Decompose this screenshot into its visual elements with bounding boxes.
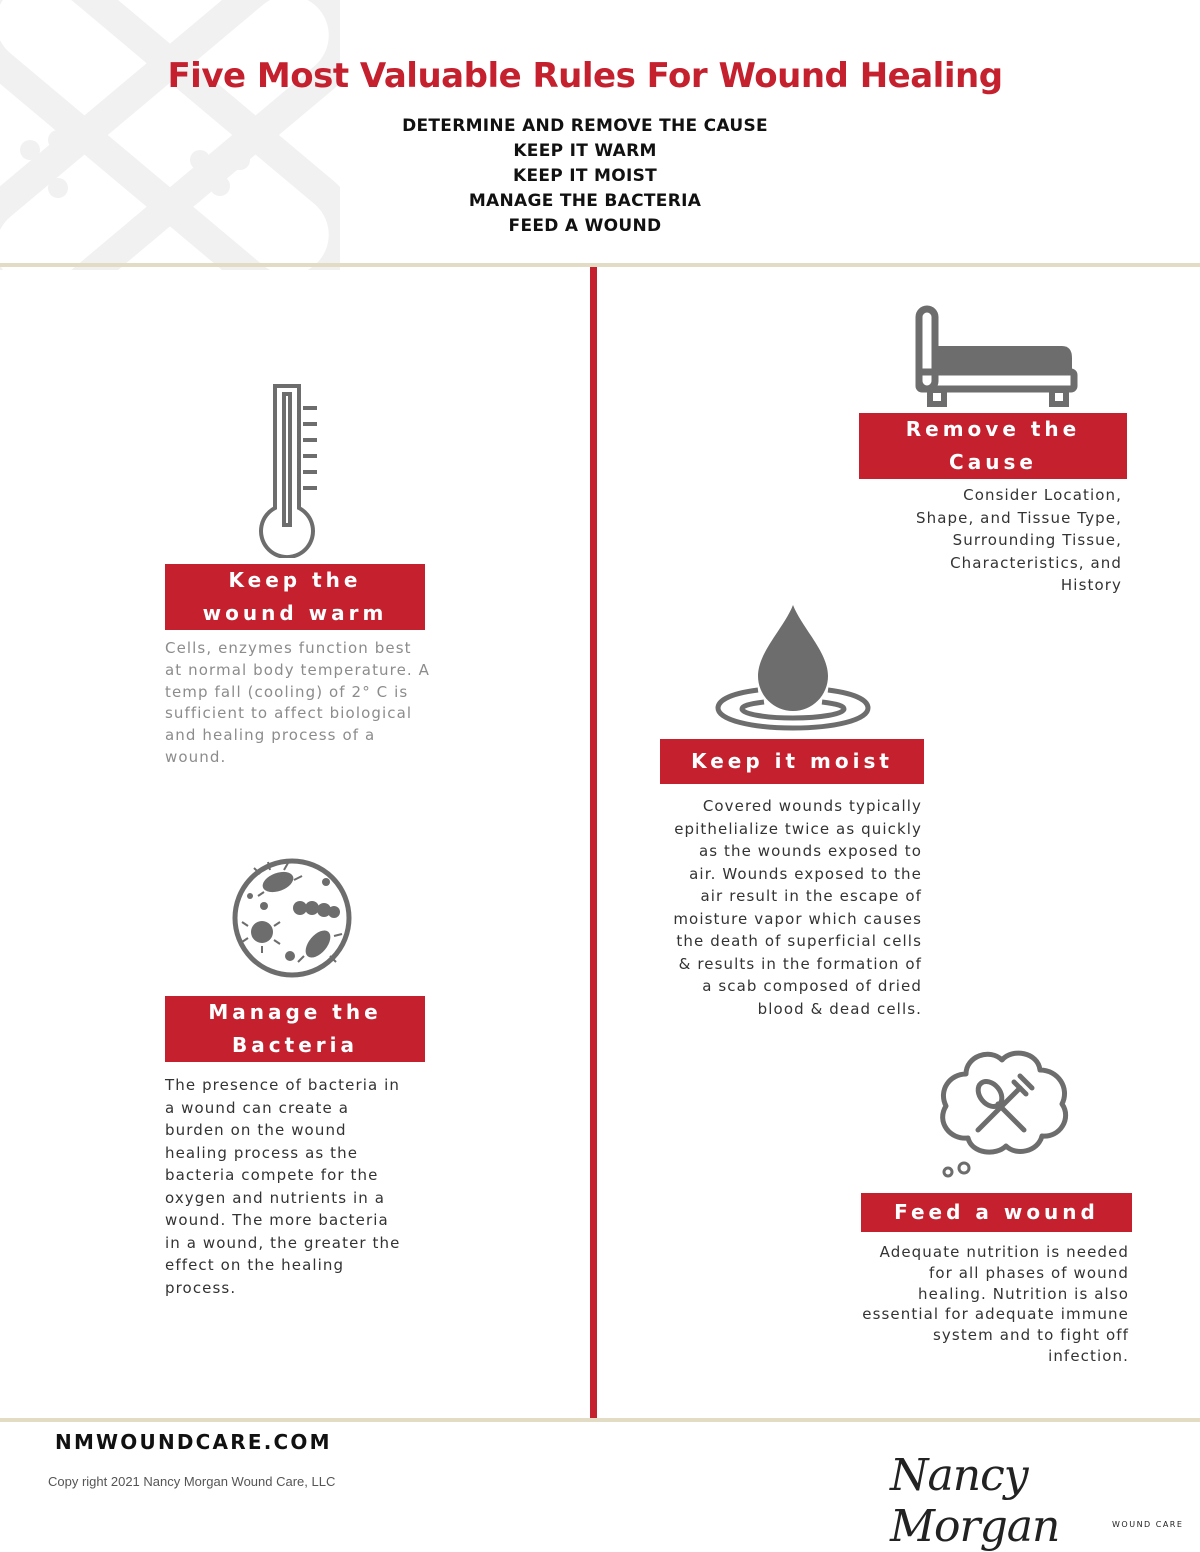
desc-line: temp fall (cooling) of 2° C is: [165, 682, 409, 701]
manage-bacteria-title-line: Bacteria: [232, 1033, 358, 1057]
keep-warm-title-line: Keep the: [228, 568, 362, 592]
food-thought-icon: [936, 1046, 1072, 1180]
desc-line: air. Wounds exposed to the: [689, 864, 922, 883]
desc-line: blood & dead cells.: [757, 999, 922, 1018]
rules-list: [0, 114, 1170, 239]
feed-wound-banner: [861, 1193, 1132, 1232]
manage-bacteria-title-line: Manage the: [208, 1000, 382, 1024]
desc-line: essential for adequate immune: [862, 1305, 1129, 1324]
desc-line: burden on the wound: [165, 1121, 347, 1139]
desc-line: the death of superficial cells: [676, 932, 922, 950]
desc-line: sufficient to affect biological: [165, 704, 413, 723]
desc-line: as the wounds exposed to: [698, 842, 922, 860]
desc-line: wound.: [165, 747, 227, 766]
keep-warm-banner: [165, 564, 425, 630]
desc-line: bacteria compete for the: [165, 1166, 379, 1184]
desc-line: Surrounding Tissue,: [952, 531, 1122, 549]
desc-line: healing process as the: [165, 1143, 359, 1162]
rule-item: MANAGE THE BACTERIA: [468, 191, 702, 211]
desc-line: infection.: [1048, 1346, 1129, 1365]
desc-line: Shape, and Tissue Type,: [915, 508, 1122, 527]
thermometer-icon: [255, 380, 325, 558]
manage-bacteria-banner: [165, 996, 425, 1062]
desc-line: Characteristics, and: [950, 553, 1122, 572]
top-divider: [0, 263, 1200, 267]
copyright-text: Copy right 2021 Nancy Morgan Wound Care, LLC: [48, 1474, 336, 1489]
rule-item: KEEP IT MOIST: [512, 166, 658, 186]
bed-icon: [912, 302, 1082, 408]
desc-line: wound. The more bacteria: [165, 1211, 389, 1229]
feed-wound-title-line: Feed a wound: [894, 1200, 1099, 1224]
water-drop-icon: [712, 602, 874, 732]
remove-cause-title-line: Cause: [949, 450, 1037, 474]
desc-line: The presence of bacteria in: [165, 1076, 401, 1094]
rule-item: DETERMINE AND REMOVE THE CAUSE: [402, 116, 768, 136]
desc-line: History: [1060, 576, 1122, 594]
desc-line: a scab composed of dried: [702, 977, 922, 995]
desc-line: moisture vapor which causes: [673, 909, 922, 928]
desc-line: for all phases of wound: [928, 1263, 1129, 1282]
keep-moist-banner: [660, 739, 924, 784]
website-link[interactable]: NMWOUNDCARE.COM: [55, 1430, 332, 1454]
desc-line: and healing process of a: [165, 726, 376, 745]
page-title: Five Most Valuable Rules For Wound Healing: [167, 56, 1003, 96]
desc-line: healing. Nutrition is also: [918, 1284, 1129, 1303]
desc-line: epithelialize twice as quickly: [674, 819, 922, 838]
signature-subtitle: WOUND CARE: [1112, 1520, 1184, 1529]
bottom-divider: [0, 1418, 1200, 1422]
desc-line: process.: [165, 1278, 237, 1297]
remove-cause-title-line: Remove the: [905, 417, 1081, 441]
desc-line: air result in the escape of: [700, 887, 922, 905]
keep-moist-description: [640, 795, 922, 1020]
keep-moist-title-line: Keep it moist: [691, 749, 893, 773]
desc-line: & results in the formation of: [678, 954, 922, 973]
desc-line: oxygen and nutrients in a: [165, 1188, 386, 1207]
desc-line: Covered wounds typically: [702, 797, 922, 815]
signature-logo: Nancy Morgan: [890, 1450, 1060, 1552]
desc-line: Adequate nutrition is needed: [879, 1243, 1129, 1261]
bacteria-icon: [230, 856, 356, 980]
feed-wound-description: [835, 1242, 1129, 1367]
rule-item: KEEP IT WARM: [513, 141, 657, 161]
desc-line: in a wound, the greater the: [165, 1233, 401, 1252]
manage-bacteria-description: [165, 1074, 455, 1299]
desc-line: at normal body temperature. A: [165, 660, 431, 679]
keep-warm-title-line: wound warm: [202, 601, 388, 625]
desc-line: system and to fight off: [933, 1326, 1129, 1345]
center-divider: [590, 267, 597, 1419]
desc-line: a wound can create a: [165, 1098, 349, 1117]
remove-cause-description: [860, 484, 1122, 597]
keep-warm-description: [165, 638, 455, 769]
desc-line: effect on the healing: [165, 1256, 345, 1274]
remove-cause-banner: [859, 413, 1127, 479]
rule-item: FEED A WOUND: [508, 216, 662, 236]
desc-line: Consider Location,: [963, 486, 1122, 504]
desc-line: Cells, enzymes function best: [165, 639, 412, 657]
